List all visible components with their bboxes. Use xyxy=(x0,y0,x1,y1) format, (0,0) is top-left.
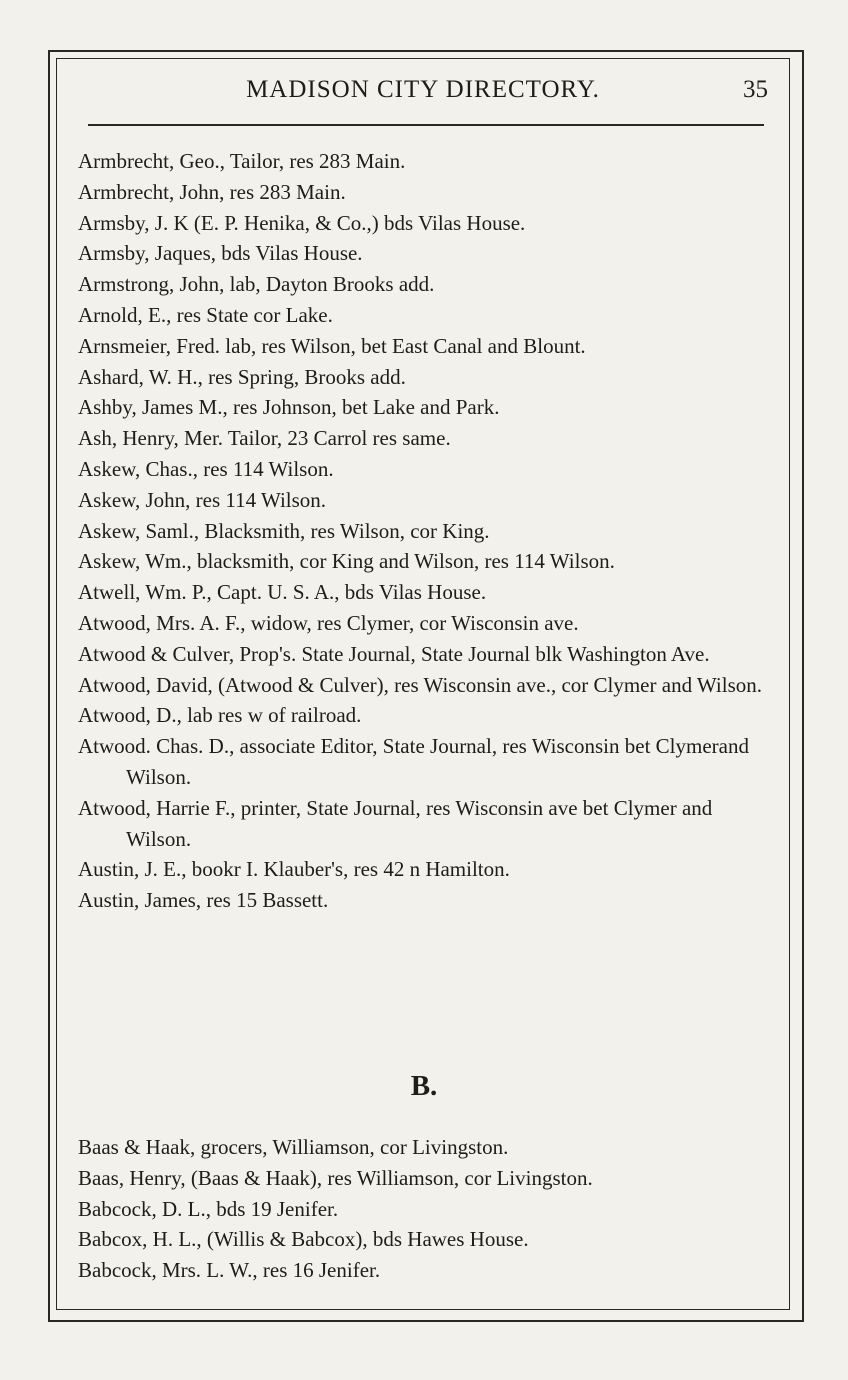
directory-entry: Armbrecht, John, res 283 Main. xyxy=(78,179,346,204)
directory-entries-b xyxy=(78,1132,778,1286)
directory-entry: Ashby, James M., res Johnson, bet Lake and Park. xyxy=(78,395,500,420)
directory-entry: Atwood & Culver, Prop's. State Journal, State Journal blk Washington Ave. xyxy=(78,641,710,666)
page-header xyxy=(56,72,790,112)
directory-entry: Baas, Henry, (Baas & Haak), res Williamson, cor Livingston. xyxy=(78,1165,593,1190)
directory-entry: Atwood, David, (Atwood & Culver), res Wisconsin ave., cor Clymer and Wilson. xyxy=(78,672,763,697)
running-title: MADISON CITY DIRECTORY. xyxy=(246,76,600,103)
directory-entry: Atwood, D., lab res w of railroad. xyxy=(78,703,362,728)
header-rule xyxy=(88,124,764,126)
directory-entry: Askew, Wm., blacksmith, cor King and Wilson, res 114 Wilson. xyxy=(78,549,615,574)
page-number: 35 xyxy=(743,76,768,103)
directory-entry: Armstrong, John, lab, Dayton Brooks add. xyxy=(78,272,435,297)
directory-entry: Armsby, J. K (E. P. Henika, & Co.,) bds Vilas House. xyxy=(78,210,526,235)
directory-entry: Askew, Chas., res 114 Wilson. xyxy=(78,456,334,481)
directory-entry: Atwood, Harrie F., printer, State Journal, res Wisconsin ave bet Clymer and Wilson. xyxy=(78,795,713,851)
directory-entry: Arnold, E., res State cor Lake. xyxy=(78,302,333,327)
directory-entry: Austin, J. E., bookr I. Klauber's, res 42 n Hamilton. xyxy=(78,857,510,882)
directory-entry: Askew, Saml., Blacksmith, res Wilson, cor King. xyxy=(78,518,490,543)
directory-entry: Armbrecht, Geo., Tailor, res 283 Main. xyxy=(78,149,406,173)
directory-entry: Askew, John, res 114 Wilson. xyxy=(78,487,327,512)
directory-entry: Atwood, Mrs. A. F., widow, res Clymer, cor Wisconsin ave. xyxy=(78,610,579,635)
directory-entry: Atwood. Chas. D., associate Editor, State Journal, res Wisconsin bet Clymerand Wilson. xyxy=(78,734,749,789)
directory-entry: Atwell, Wm. P., Capt. U. S. A., bds Vilas House. xyxy=(78,580,487,605)
directory-entry: Arnsmeier, Fred. lab, res Wilson, bet East Canal and Blount. xyxy=(78,333,586,358)
directory-entry: Armsby, Jaques, bds Vilas House. xyxy=(78,241,363,266)
directory-entry: Baas & Haak, grocers, Williamson, cor Livingston. xyxy=(78,1135,509,1159)
directory-entry: Babcock, D. L., bds 19 Jenifer. xyxy=(78,1196,339,1221)
directory-entries-a xyxy=(78,146,778,916)
directory-entry: Ashard, W. H., res Spring, Brooks add. xyxy=(78,364,406,389)
section-heading-b: B. xyxy=(410,1070,438,1102)
directory-entry: Austin, James, res 15 Bassett. xyxy=(78,888,329,913)
directory-entry: Babcock, Mrs. L. W., res 16 Jenifer. xyxy=(78,1258,381,1283)
directory-entry: Babcox, H. L., (Willis & Babcox), bds Hawes House. xyxy=(78,1227,529,1252)
directory-entry: Ash, Henry, Mer. Tailor, 23 Carrol res same. xyxy=(78,426,451,451)
